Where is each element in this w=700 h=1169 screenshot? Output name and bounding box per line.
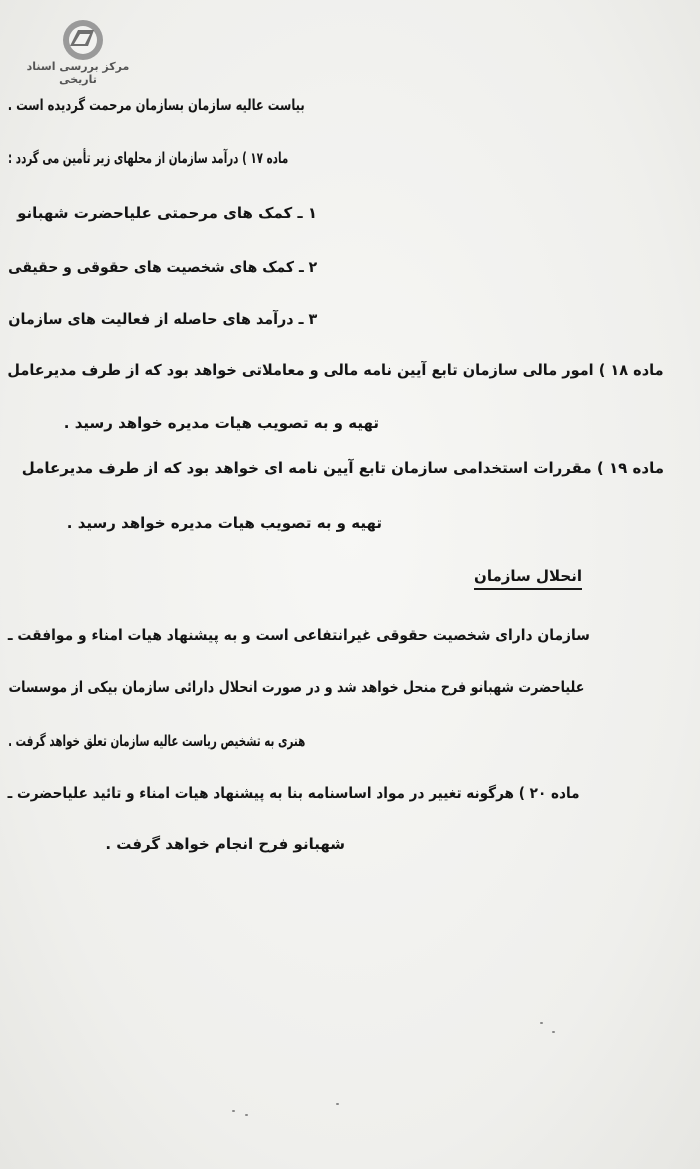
dissolution-line-2: علیاحضرت شهبانو فرح منحل خواهد شد و در صورت انحلال دارائی سازمان بیکی از موسسات bbox=[8, 678, 584, 696]
dissolution-line-3: هنری به تشخیص ریاست عالیه سازمان تعلق خواهد گرفت . bbox=[7, 732, 305, 750]
article-19-cont: تهیه و به تصویب هیات مدیره خواهد رسید . bbox=[66, 514, 382, 532]
article-18-cont: تهیه و به تصویب هیات مدیره خواهد رسید . bbox=[63, 414, 379, 432]
scan-speck bbox=[552, 1031, 555, 1033]
scan-speck bbox=[336, 1103, 339, 1105]
article-19: ماده ۱۹ ) مقررات استخدامی سازمان تابع آیین نامه ای خواهد بود که از طرف مدیرعامل bbox=[21, 459, 664, 477]
list-item-3: ۳ ـ درآمد های حاصله از فعالیت های سازمان bbox=[7, 310, 317, 328]
section-heading: انحلال سازمان bbox=[474, 566, 582, 590]
scan-speck bbox=[245, 1114, 248, 1116]
scan-speck bbox=[540, 1022, 543, 1024]
logo-caption: مرکز بررسی اسناد تاریخی bbox=[26, 60, 130, 86]
article-20-cont: شهبانو فرح انجام خواهد گرفت . bbox=[105, 835, 345, 853]
dissolution-line-1: سازمان دارای شخصیت حقوقی غیرانتفاعی است و به پیشنهاد هیات امناء و موافقت ـ bbox=[8, 626, 590, 644]
scan-speck bbox=[232, 1110, 235, 1112]
archive-logo bbox=[18, 16, 138, 86]
article-17: ماده ۱۷ ) درآمد سازمان از محلهای زیر تأمین می گردد : bbox=[7, 149, 288, 167]
archive-emblem-icon bbox=[48, 16, 118, 66]
article-20: ماده ۲۰ ) هرگونه تغییر در مواد اساسنامه بنا به پیشنهاد هیات امناء و تائید علیاحضرت ـ bbox=[8, 784, 580, 802]
list-item-1: ۱ ـ کمک های مرحمتی علیاحضرت شهبانو bbox=[17, 204, 317, 222]
text-line-1: بیاست عالیه سازمان بسازمان مرحمت گردیده است . bbox=[8, 96, 305, 114]
article-18: ماده ۱۸ ) امور مالی سازمان تابع آیین نامه مالی و معاملاتی خواهد بود که از طرف مدیرعامل bbox=[7, 361, 664, 379]
list-item-2: ۲ ـ کمک های شخصیت های حقوقی و حقیقی bbox=[8, 258, 317, 276]
